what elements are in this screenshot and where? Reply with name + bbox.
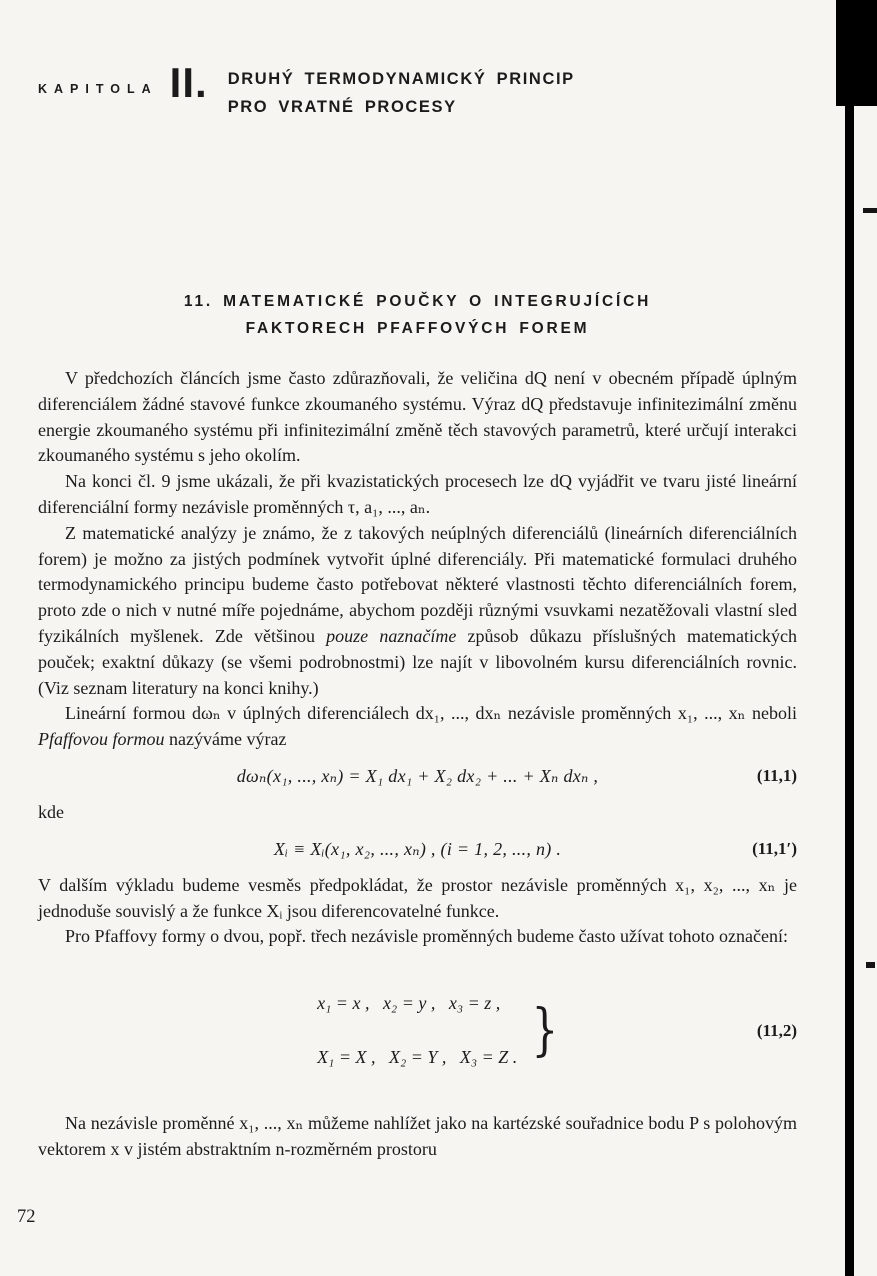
page-number: 72 (17, 1207, 36, 1227)
paragraph-3-emphasis: pouze naznačíme (326, 625, 457, 646)
section-heading-line1: 11. MATEMATICKÉ POUČKY O INTEGRUJÍCÍCH (183, 292, 652, 310)
kde-connector: kde (38, 801, 64, 822)
equation-11-2-line1: x₁ = x , x₂ = y , x₃ = z , (317, 993, 501, 1014)
paragraph-6: Pro Pfaffovy formy o dvou, popř. třech nezávisle proměnných budeme často užívat tohoto označení: (65, 926, 788, 947)
equation-11-1-body: dωₙ(x₁, ..., xₙ) = X₁ dx₁ + X₂ dx₂ + ... + Xₙ dxₙ , (236, 765, 599, 786)
equation-11-2-line2: X₁ = X , X₂ = Y , X₃ = Z . (317, 1047, 518, 1068)
section-heading-line2: FAKTORECH PFAFFOVÝCH FOREM (245, 319, 590, 337)
paragraph-5: V dalším výkladu budeme vesměs předpokládat, že prostor nezávisle proměnných x₁, x₂, ..., xₙ je jednoduše souvislý a že funkce Xᵢ jsou diferencovatelné funkce. (38, 874, 797, 921)
chapter-title-line2: PRO VRATNÉ PROCESY (227, 98, 457, 117)
chapter-title-line1: DRUHÝ TERMODYNAMICKÝ PRINCIP (227, 70, 575, 88)
equation-11-2-label: (11,2) (756, 1020, 797, 1040)
paragraph-4-text-post: nazýváme výraz (164, 729, 287, 750)
chapter-header (38, 59, 797, 122)
paragraph-7: Na nezávisle proměnné x₁, ..., xₙ můžeme nahlížet jako na kartézské souřadnice bodu P s polohovým vektorem x v jistém abstraktním n-rozměrném prostoru (38, 1113, 797, 1159)
chapter-title (228, 65, 575, 122)
paragraph-3 (38, 521, 797, 702)
chapter-label: KAPITOLA (38, 82, 158, 96)
paragraph-4-text-pre: Lineární formou dωₙ v úplných diferenciálech dx₁, ..., dxₙ nezávisle proměnných x₁, ..., xₙ neboli (65, 703, 797, 724)
paragraph-1: V předchozích článcích jsme často zdůrazňovali, že veličina dQ není v obecném případě úplným diferenciálem žádné stavové funkce zkoumaného systému. Výraz dQ představuje infinitezimální změnu energie zkoumaného systému při infinitezimální změně těch stavových parametrů, které určují interakci zkoumaného systému s jeho okolím. (38, 368, 797, 466)
equation-11-2 (38, 963, 797, 1098)
paragraph-2: Na konci čl. 9 jsme ukázali, že při kvazistatických procesech lze dQ vyjádřit ve tvaru jisté lineární diferenciální formy nezávisle proměnných τ, a₁, ..., aₙ. (38, 471, 797, 517)
equation-11-1-prime (38, 839, 797, 860)
equation-11-1-prime-label: (11,1′) (752, 839, 797, 859)
equation-11-1-prime-body: Xᵢ ≡ Xᵢ(x₁, x₂, ..., xₙ) , (i = 1, 2, ..., n) . (273, 838, 562, 859)
chapter-numeral: II. (169, 59, 208, 106)
equation-11-2-system (272, 963, 563, 1098)
right-brace-glyph: } (531, 997, 559, 1063)
paragraph-4-emphasis: Pfaffovou formou (38, 729, 165, 750)
equation-11-2-lines (272, 963, 517, 1098)
paragraph-3-text-pre: Z matematické analýzy je známo, že z takových neúplných diferenciálů (lineárních diferenciálních forem) je možno za jistých podmínek vytvořit úplné diferenciály. Při matematické formulaci druhého termodynamického principu budeme často potřebovat některé vlastnosti těchto diferenciálních forem, proto zde o nich v nutné míře pojednáme, abychom později různými vsuvkami nezatěžovali vlastní sled fyzikálních myšlenek. Zde většinou (38, 522, 797, 646)
equation-11-1 (38, 766, 797, 787)
paragraph-3-text-post: způsob důkazu příslušných matematických pouček; exaktní důkazy (se všemi podrobnostmi) lze najít v libovolném kursu diferenciálních rovnic. (Viz seznam literatury na konci knihy.) (38, 625, 797, 698)
paragraph-4 (38, 701, 797, 753)
equation-11-1-label: (11,1) (756, 766, 797, 786)
section-heading (38, 288, 797, 342)
